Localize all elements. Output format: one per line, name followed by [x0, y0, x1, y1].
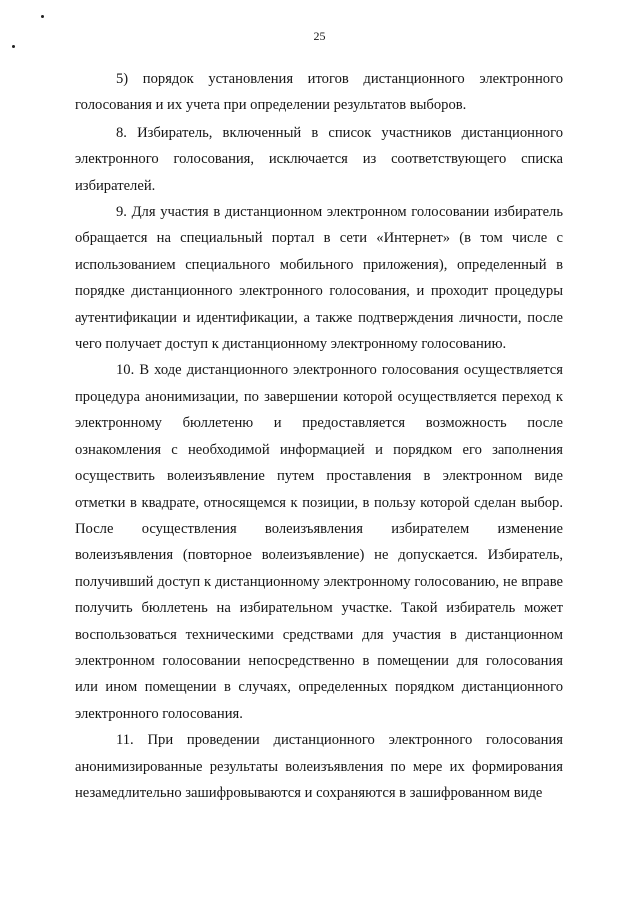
- paragraph-item-5: 5) порядок установления итогов дистанционного электронного голосования и их учета при определении результатов выборов.: [75, 71, 563, 114]
- document-body: [75, 66, 563, 806]
- page-number: 25: [313, 29, 326, 43]
- scan-speck: [12, 45, 15, 48]
- paragraph-clause-9: 9. Для участия в дистанционном электронном голосовании избиратель обращается на специальный портал в сети «Интернет» (в том числе с использованием специального мобильного приложения), определенный в порядке дистанционного электронного голосования, и проходит процедуры аутентификации и идентификации, а также подтверждения личности, после чего получает доступ к дистанционному электронному голосованию.: [75, 204, 563, 353]
- scan-speck: [41, 15, 44, 18]
- paragraph-clause-8: 8. Избиратель, включенный в список участников дистанционного электронного голосования, исключается из соответствующего списка избирателей.: [75, 124, 563, 194]
- paragraph-clause-10: 10. В ходе дистанционного электронного голосования осуществляется процедура анонимизации, по завершении которой осуществляется переход к электронному бюллетеню и предоставляется возможность после ознакомления с необходимой информацией и порядком его заполнения осуществить волеизъявление путем проставления в электронном виде отметки в квадрате, относящемся к позиции, в пользу которой сделан выбор. После осуществления волеизъявления избирателем изменение волеизъявления (повторное волеизъявление) не допускается. Избиратель, получивший доступ к дистанционному электронному голосованию, не вправе получить бюллетень на избирательном участке. Такой избиратель может воспользоваться техническими средствами для участия в дистанционном электронном голосовании непосредственно в помещении для голосования или ином помещении в случаях, определенных порядком дистанционного электронного голосования.: [75, 362, 563, 722]
- paragraph-clause-11: 11. При проведении дистанционного электронного голосования анонимизированные результаты волеизъявления по мере их формирования незамедлительно зашифровываются и сохраняются в зашифрованном виде: [75, 732, 563, 801]
